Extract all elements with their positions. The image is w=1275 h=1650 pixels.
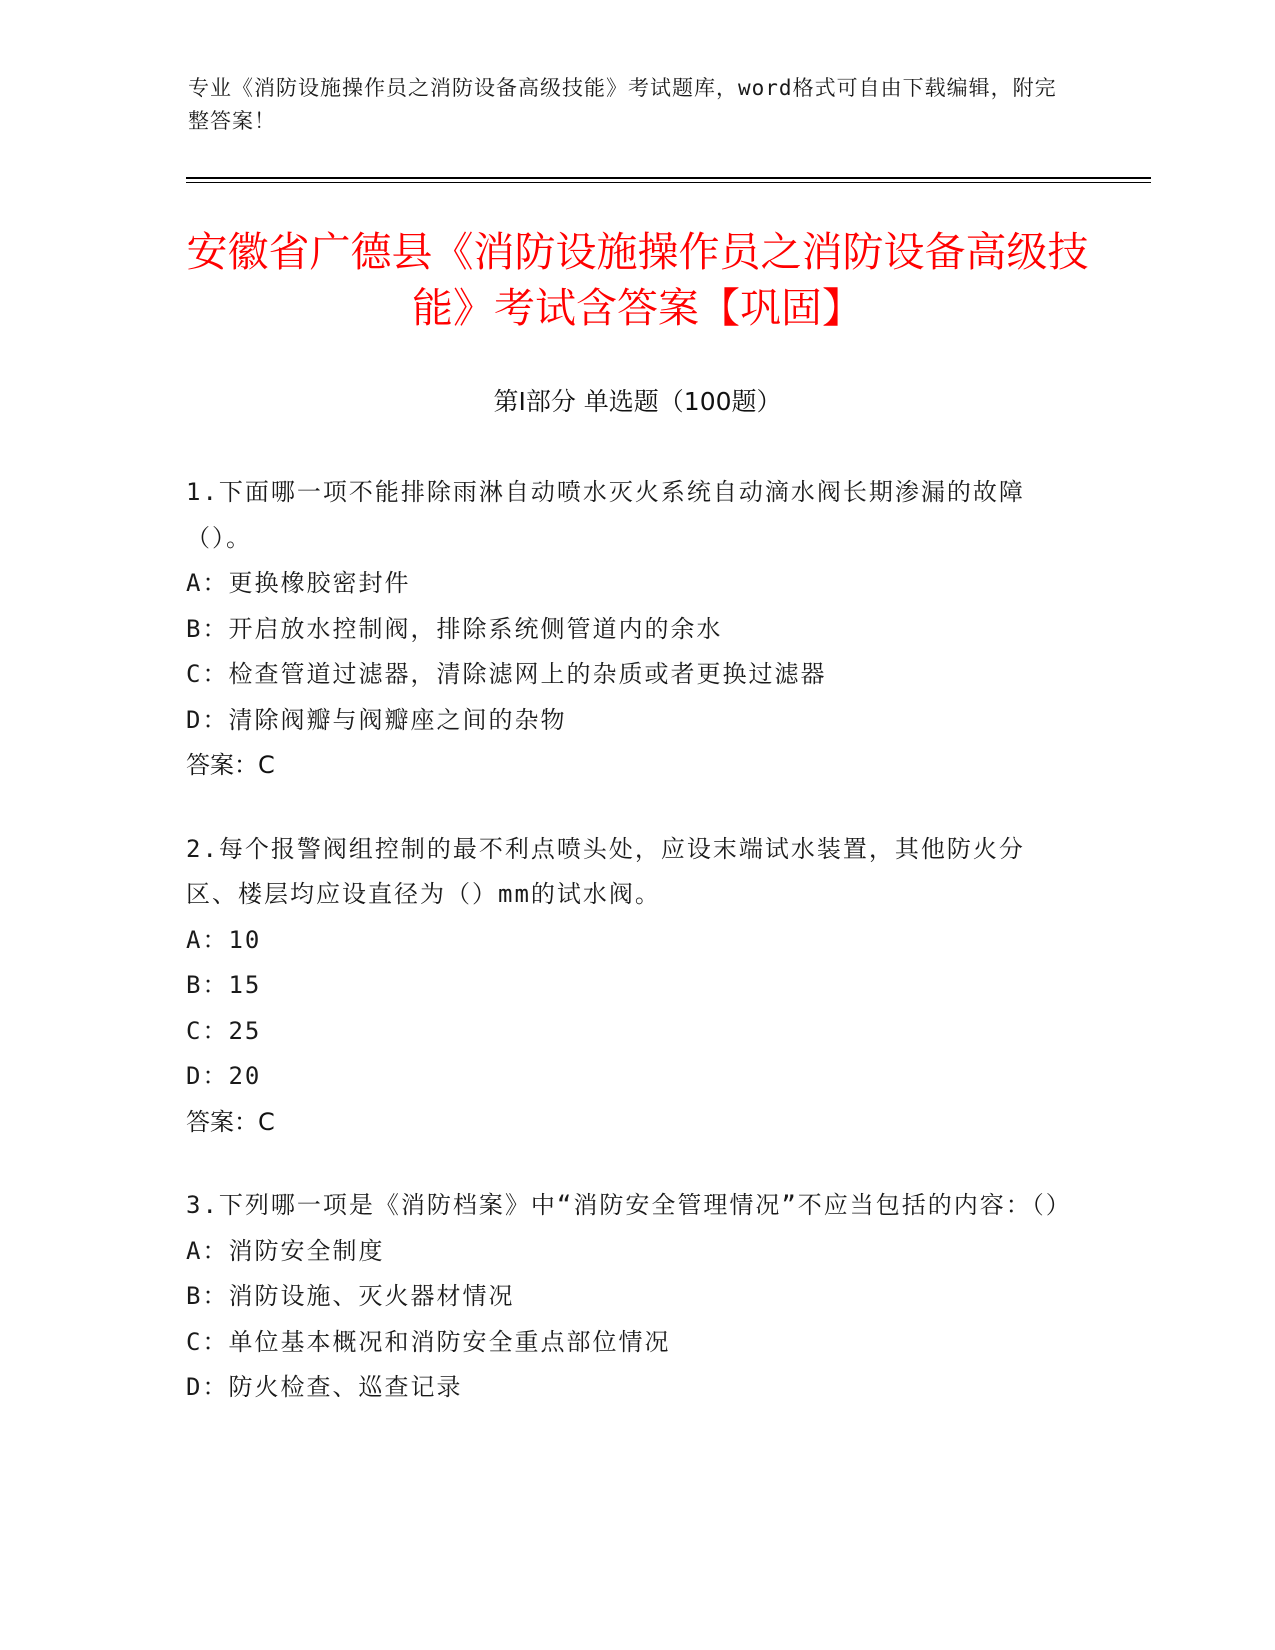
question-text: 1.下面哪一项不能排除雨淋自动喷水灭火系统自动滴水阀长期渗漏的故障（）。 <box>186 478 1025 552</box>
header-rule-thick <box>186 177 1151 179</box>
option-c: C：检查管道过滤器，清除滤网上的杂质或者更换过滤器 <box>186 660 827 688</box>
question-list <box>186 470 1072 1449</box>
option-a: A：消防安全制度 <box>186 1236 385 1265</box>
question-2 <box>186 827 1066 1146</box>
option-b: B：开启放水控制阀，排除系统侧管道内的余水 <box>186 614 723 643</box>
header-rule-thin <box>186 182 1151 183</box>
answer-line: 答案：C <box>186 1107 275 1136</box>
question-1 <box>186 470 1066 789</box>
section-title: 第Ⅰ部分 单选题（100题） <box>493 387 782 416</box>
question-text: 3.下列哪一项是《消防档案》中“消防安全管理情况”不应当包括的内容：（） <box>186 1191 1072 1219</box>
option-a: A：10 <box>186 925 262 954</box>
option-b: B：消防设施、灭火器材情况 <box>186 1282 515 1310</box>
option-d: D：清除阀瓣与阀瓣座之间的杂物 <box>186 705 567 734</box>
question-3 <box>186 1183 1072 1411</box>
question-text: 2.每个报警阀组控制的最不利点喷头处，应设末端试水装置，其他防火分区、楼层均应设直径为（）mm的试水阀。 <box>186 834 1025 908</box>
option-c: C：单位基本概况和消防安全重点部位情况 <box>186 1327 671 1356</box>
option-b: B：15 <box>186 971 262 999</box>
option-c: C：25 <box>186 1016 262 1045</box>
header-note: 专业《消防设施操作员之消防设备高级技能》考试题库，word格式可自由下载编辑，附完整答案！ <box>188 76 1057 133</box>
option-a: A：更换橡胶密封件 <box>186 569 411 597</box>
answer-line: 答案：C <box>186 751 275 779</box>
option-d: D：防火检查、巡查记录 <box>186 1373 463 1401</box>
document-title: 安徽省广德县《消防设施操作员之消防设备高级技能》考试含答案【巩固】 <box>186 228 1089 332</box>
option-d: D：20 <box>186 1062 262 1090</box>
